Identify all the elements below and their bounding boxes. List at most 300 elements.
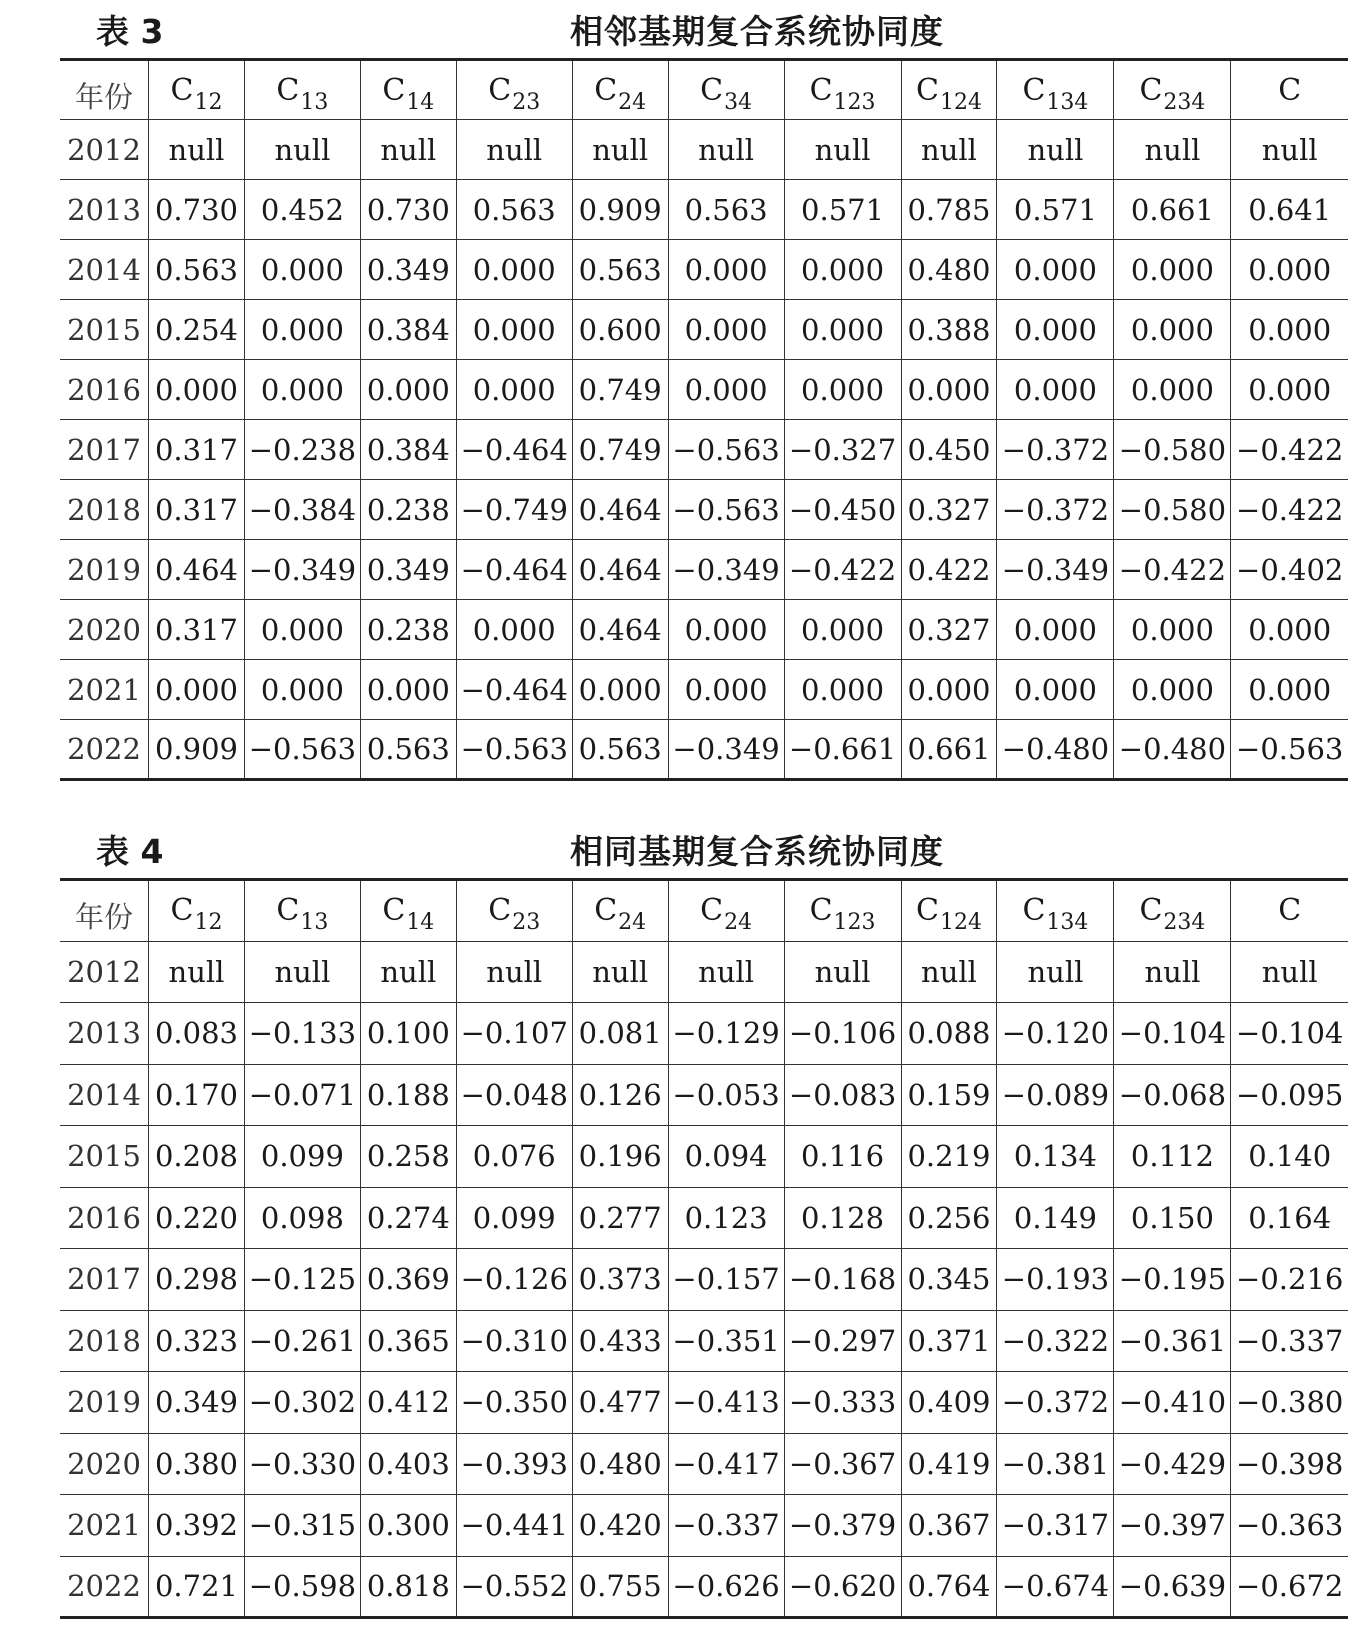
value-cell: 0.116 xyxy=(784,1126,901,1188)
value-cell: 0.661 xyxy=(901,720,997,780)
value-cell: 0.749 xyxy=(572,360,668,420)
value-cell: 0.128 xyxy=(784,1187,901,1249)
value-cell: 0.150 xyxy=(1114,1187,1231,1249)
value-cell: 0.409 xyxy=(901,1372,997,1434)
value-cell: −0.398 xyxy=(1231,1433,1348,1495)
value-cell: −0.749 xyxy=(456,480,572,540)
value-cell: 0.238 xyxy=(360,600,456,660)
column-header xyxy=(149,60,245,120)
year-cell: 2022 xyxy=(60,1556,149,1618)
value-cell: −0.563 xyxy=(1231,720,1348,780)
column-header-main: C xyxy=(916,893,939,929)
column-header-subscript: 23 xyxy=(512,910,541,936)
column-header-subscript: 14 xyxy=(406,89,435,115)
value-cell: −0.626 xyxy=(668,1556,784,1618)
value-cell: 0.433 xyxy=(572,1310,668,1372)
value-cell: −0.349 xyxy=(668,720,784,780)
value-cell: 0.384 xyxy=(360,300,456,360)
value-cell: 0.563 xyxy=(668,180,784,240)
value-cell: 0.000 xyxy=(1231,660,1348,720)
value-cell: −0.402 xyxy=(1231,540,1348,600)
value-cell: −0.133 xyxy=(244,1003,360,1065)
value-cell: −0.168 xyxy=(784,1249,901,1311)
value-cell: −0.089 xyxy=(997,1064,1114,1126)
value-cell: −0.672 xyxy=(1231,1556,1348,1618)
table-row xyxy=(60,660,1348,720)
value-cell: null xyxy=(360,120,456,180)
value-cell: −0.661 xyxy=(784,720,901,780)
value-cell: 0.134 xyxy=(997,1126,1114,1188)
column-header-subscript: 234 xyxy=(1163,910,1206,936)
value-cell: −0.480 xyxy=(1114,720,1231,780)
value-cell: 0.258 xyxy=(360,1126,456,1188)
value-cell: 0.755 xyxy=(572,1556,668,1618)
year-cell: 2015 xyxy=(60,300,149,360)
value-cell: 0.909 xyxy=(149,720,245,780)
column-header-main: C xyxy=(488,893,512,929)
column-header-subscript: 234 xyxy=(1163,89,1206,115)
value-cell: 0.317 xyxy=(149,420,245,480)
value-cell: 0.721 xyxy=(149,1556,245,1618)
value-cell: null xyxy=(1114,941,1231,1003)
value-cell: −0.322 xyxy=(997,1310,1114,1372)
year-cell: 2017 xyxy=(60,1249,149,1311)
column-header-main: C xyxy=(1278,893,1302,929)
value-cell: 0.000 xyxy=(360,660,456,720)
column-header-main: C xyxy=(809,72,833,108)
value-cell: null xyxy=(668,941,784,1003)
value-cell: 0.000 xyxy=(668,240,784,300)
value-cell: 0.000 xyxy=(1114,240,1231,300)
column-header-main: C xyxy=(1139,893,1163,929)
value-cell: 0.323 xyxy=(149,1310,245,1372)
table-row xyxy=(60,1249,1348,1311)
value-cell: −0.361 xyxy=(1114,1310,1231,1372)
value-cell: 0.000 xyxy=(456,360,572,420)
value-cell: null xyxy=(244,941,360,1003)
value-cell: −0.417 xyxy=(668,1433,784,1495)
table-4-label: 表 4 xyxy=(96,832,164,871)
column-header-main: C xyxy=(1278,72,1302,108)
value-cell: −0.413 xyxy=(668,1372,784,1434)
year-cell: 2019 xyxy=(60,540,149,600)
value-cell: −0.393 xyxy=(456,1433,572,1495)
value-cell: 0.220 xyxy=(149,1187,245,1249)
value-cell: −0.464 xyxy=(456,660,572,720)
table-row xyxy=(60,480,1348,540)
column-header-main: C xyxy=(1139,72,1163,108)
value-cell: −0.327 xyxy=(784,420,901,480)
value-cell: −0.317 xyxy=(997,1495,1114,1557)
value-cell: −0.480 xyxy=(997,720,1114,780)
value-cell: −0.450 xyxy=(784,480,901,540)
column-header-main: C xyxy=(1022,893,1046,929)
table-3-block xyxy=(60,0,1348,781)
value-cell: 0.785 xyxy=(901,180,997,240)
value-cell: −0.410 xyxy=(1114,1372,1231,1434)
value-cell: null xyxy=(784,120,901,180)
value-cell: −0.422 xyxy=(1114,540,1231,600)
value-cell: 0.000 xyxy=(149,360,245,420)
value-cell: 0.140 xyxy=(1231,1126,1348,1188)
value-cell: 0.188 xyxy=(360,1064,456,1126)
value-cell: −0.422 xyxy=(1231,480,1348,540)
table-row xyxy=(60,1126,1348,1188)
value-cell: −0.441 xyxy=(456,1495,572,1557)
value-cell: 0.123 xyxy=(668,1187,784,1249)
column-header-main: C xyxy=(700,893,724,929)
table-3-caption xyxy=(60,0,1348,58)
table-3-title: 相邻基期复合系统协同度 xyxy=(570,12,944,51)
value-cell: 0.000 xyxy=(244,300,360,360)
value-cell: −0.397 xyxy=(1114,1495,1231,1557)
value-cell: −0.053 xyxy=(668,1064,784,1126)
value-cell: −0.349 xyxy=(244,540,360,600)
value-cell: −0.125 xyxy=(244,1249,360,1311)
value-cell: 0.600 xyxy=(572,300,668,360)
column-header-subscript: 123 xyxy=(833,89,876,115)
table-3 xyxy=(60,58,1348,781)
value-cell: 0.327 xyxy=(901,600,997,660)
value-cell: 0.480 xyxy=(901,240,997,300)
table-row xyxy=(60,1187,1348,1249)
value-cell: 0.000 xyxy=(901,660,997,720)
value-cell: 0.327 xyxy=(901,480,997,540)
value-cell: 0.000 xyxy=(997,360,1114,420)
year-cell: 2020 xyxy=(60,1433,149,1495)
value-cell: 0.384 xyxy=(360,420,456,480)
value-cell: null xyxy=(572,120,668,180)
value-cell: 0.317 xyxy=(149,480,245,540)
column-header-subscript: 12 xyxy=(194,89,223,115)
value-cell: −0.261 xyxy=(244,1310,360,1372)
value-cell: −0.563 xyxy=(668,420,784,480)
value-cell: 0.000 xyxy=(244,240,360,300)
value-cell: −0.104 xyxy=(1114,1003,1231,1065)
value-cell: 0.000 xyxy=(1114,360,1231,420)
value-cell: 0.000 xyxy=(997,660,1114,720)
value-cell: −0.580 xyxy=(1114,480,1231,540)
value-cell: 0.081 xyxy=(572,1003,668,1065)
column-header xyxy=(997,60,1114,120)
value-cell: −0.107 xyxy=(456,1003,572,1065)
column-header-subscript: 23 xyxy=(512,89,541,115)
value-cell: null xyxy=(244,120,360,180)
value-cell: 0.274 xyxy=(360,1187,456,1249)
year-cell: 2018 xyxy=(60,1310,149,1372)
value-cell: 0.000 xyxy=(668,660,784,720)
value-cell: −0.068 xyxy=(1114,1064,1231,1126)
value-cell: 0.369 xyxy=(360,1249,456,1311)
value-cell: −0.372 xyxy=(997,1372,1114,1434)
table-row xyxy=(60,600,1348,660)
column-header xyxy=(668,880,784,942)
table-row xyxy=(60,180,1348,240)
year-cell: 2016 xyxy=(60,1187,149,1249)
value-cell: 0.349 xyxy=(149,1372,245,1434)
header-row xyxy=(60,880,1348,942)
year-cell: 2013 xyxy=(60,1003,149,1065)
value-cell: 0.000 xyxy=(784,240,901,300)
value-cell: 0.196 xyxy=(572,1126,668,1188)
value-cell: −0.379 xyxy=(784,1495,901,1557)
value-cell: null xyxy=(149,941,245,1003)
column-header xyxy=(572,60,668,120)
year-cell: 2014 xyxy=(60,240,149,300)
value-cell: −0.422 xyxy=(784,540,901,600)
column-header xyxy=(244,880,360,942)
column-header xyxy=(149,880,245,942)
value-cell: 0.298 xyxy=(149,1249,245,1311)
value-cell: 0.563 xyxy=(456,180,572,240)
value-cell: 0.365 xyxy=(360,1310,456,1372)
value-cell: −0.104 xyxy=(1231,1003,1348,1065)
column-header-main: C xyxy=(276,893,300,929)
column-header xyxy=(901,880,997,942)
value-cell: −0.372 xyxy=(997,420,1114,480)
value-cell: 0.317 xyxy=(149,600,245,660)
table-4-caption xyxy=(60,820,1348,878)
value-cell: 0.000 xyxy=(668,300,784,360)
year-cell: 2017 xyxy=(60,420,149,480)
table-row xyxy=(60,540,1348,600)
value-cell: 0.349 xyxy=(360,540,456,600)
value-cell: −0.563 xyxy=(668,480,784,540)
value-cell: −0.349 xyxy=(668,540,784,600)
value-cell: 0.112 xyxy=(1114,1126,1231,1188)
value-cell: 0.563 xyxy=(149,240,245,300)
column-header-main: C xyxy=(382,893,406,929)
value-cell: 0.345 xyxy=(901,1249,997,1311)
value-cell: 0.254 xyxy=(149,300,245,360)
value-cell: 0.452 xyxy=(244,180,360,240)
table-row xyxy=(60,720,1348,780)
table-row xyxy=(60,1064,1348,1126)
value-cell: null xyxy=(901,941,997,1003)
value-cell: 0.403 xyxy=(360,1433,456,1495)
year-cell: 2021 xyxy=(60,660,149,720)
value-cell: 0.088 xyxy=(901,1003,997,1065)
column-header xyxy=(572,880,668,942)
value-cell: −0.363 xyxy=(1231,1495,1348,1557)
value-cell: 0.094 xyxy=(668,1126,784,1188)
value-cell: 0.000 xyxy=(572,660,668,720)
value-cell: −0.302 xyxy=(244,1372,360,1434)
value-cell: 0.277 xyxy=(572,1187,668,1249)
value-cell: −0.620 xyxy=(784,1556,901,1618)
value-cell: 0.000 xyxy=(784,600,901,660)
column-header-main: C xyxy=(809,893,833,929)
value-cell: 0.480 xyxy=(572,1433,668,1495)
value-cell: 0.000 xyxy=(668,360,784,420)
value-cell: −0.083 xyxy=(784,1064,901,1126)
table-row xyxy=(60,360,1348,420)
column-header xyxy=(456,880,572,942)
value-cell: null xyxy=(456,120,572,180)
column-header xyxy=(360,880,456,942)
value-cell: 0.420 xyxy=(572,1495,668,1557)
value-cell: 0.422 xyxy=(901,540,997,600)
column-header xyxy=(1114,60,1231,120)
column-header-subscript: 24 xyxy=(618,910,647,936)
year-cell: 2015 xyxy=(60,1126,149,1188)
table-4-block xyxy=(60,820,1348,1619)
year-cell: 2019 xyxy=(60,1372,149,1434)
column-header-main: C xyxy=(382,72,406,108)
value-cell: 0.000 xyxy=(149,660,245,720)
table-row xyxy=(60,120,1348,180)
column-header xyxy=(244,60,360,120)
value-cell: −0.367 xyxy=(784,1433,901,1495)
value-cell: 0.000 xyxy=(1114,600,1231,660)
value-cell: −0.598 xyxy=(244,1556,360,1618)
column-header xyxy=(784,880,901,942)
value-cell: 0.000 xyxy=(1114,300,1231,360)
table-row xyxy=(60,1003,1348,1065)
value-cell: −0.464 xyxy=(456,540,572,600)
column-header xyxy=(997,880,1114,942)
value-cell: −0.422 xyxy=(1231,420,1348,480)
table-row xyxy=(60,1372,1348,1434)
value-cell: 0.909 xyxy=(572,180,668,240)
value-cell: 0.000 xyxy=(456,300,572,360)
column-header-subscript: 134 xyxy=(1046,89,1089,115)
table-row xyxy=(60,420,1348,480)
value-cell: 0.076 xyxy=(456,1126,572,1188)
value-cell: null xyxy=(1231,941,1348,1003)
column-header-main: C xyxy=(594,72,618,108)
table-row xyxy=(60,240,1348,300)
value-cell: −0.337 xyxy=(668,1495,784,1557)
value-cell: 0.450 xyxy=(901,420,997,480)
value-cell: null xyxy=(997,120,1114,180)
value-cell: null xyxy=(1231,120,1348,180)
value-cell: 0.000 xyxy=(1231,240,1348,300)
value-cell: 0.208 xyxy=(149,1126,245,1188)
value-cell: 0.661 xyxy=(1114,180,1231,240)
value-cell: 0.392 xyxy=(149,1495,245,1557)
value-cell: −0.350 xyxy=(456,1372,572,1434)
value-cell: 0.238 xyxy=(360,480,456,540)
year-cell: 2016 xyxy=(60,360,149,420)
value-cell: 0.477 xyxy=(572,1372,668,1434)
year-header: 年份 xyxy=(60,880,149,942)
table-row xyxy=(60,1556,1348,1618)
year-cell: 2012 xyxy=(60,120,149,180)
year-cell: 2020 xyxy=(60,600,149,660)
value-cell: −0.349 xyxy=(997,540,1114,600)
column-header-subscript: 123 xyxy=(833,910,876,936)
column-header-subscript: 13 xyxy=(300,89,329,115)
value-cell: 0.373 xyxy=(572,1249,668,1311)
value-cell: 0.000 xyxy=(997,240,1114,300)
value-cell: 0.000 xyxy=(1231,600,1348,660)
value-cell: 0.349 xyxy=(360,240,456,300)
table-row xyxy=(60,1433,1348,1495)
value-cell: 0.149 xyxy=(997,1187,1114,1249)
column-header-main: C xyxy=(1022,72,1046,108)
value-cell: null xyxy=(997,941,1114,1003)
value-cell: 0.256 xyxy=(901,1187,997,1249)
value-cell: 0.464 xyxy=(572,540,668,600)
value-cell: 0.571 xyxy=(784,180,901,240)
table-4-title: 相同基期复合系统协同度 xyxy=(570,832,944,871)
value-cell: 0.000 xyxy=(784,360,901,420)
value-cell: −0.563 xyxy=(456,720,572,780)
value-cell: null xyxy=(456,941,572,1003)
value-cell: 0.219 xyxy=(901,1126,997,1188)
table-4 xyxy=(60,878,1348,1619)
value-cell: 0.000 xyxy=(784,300,901,360)
column-header-subscript: 34 xyxy=(724,89,753,115)
column-header-subscript: 24 xyxy=(724,910,753,936)
year-header: 年份 xyxy=(60,60,149,120)
value-cell: −0.315 xyxy=(244,1495,360,1557)
value-cell: 0.000 xyxy=(901,360,997,420)
value-cell: −0.297 xyxy=(784,1310,901,1372)
value-cell: null xyxy=(1114,120,1231,180)
value-cell: 0.000 xyxy=(997,300,1114,360)
value-cell: 0.563 xyxy=(572,240,668,300)
column-header xyxy=(1231,60,1348,120)
header-row xyxy=(60,60,1348,120)
value-cell: −0.380 xyxy=(1231,1372,1348,1434)
value-cell: −0.238 xyxy=(244,420,360,480)
column-header xyxy=(1114,880,1231,942)
value-cell: −0.157 xyxy=(668,1249,784,1311)
column-header-subscript: 124 xyxy=(939,89,982,115)
value-cell: 0.749 xyxy=(572,420,668,480)
value-cell: −0.351 xyxy=(668,1310,784,1372)
value-cell: 0.000 xyxy=(244,660,360,720)
value-cell: 0.159 xyxy=(901,1064,997,1126)
table-row xyxy=(60,300,1348,360)
column-header-main: C xyxy=(594,893,618,929)
value-cell: 0.164 xyxy=(1231,1187,1348,1249)
column-header-subscript: 14 xyxy=(406,910,435,936)
value-cell: 0.464 xyxy=(149,540,245,600)
column-header-subscript: 124 xyxy=(939,910,982,936)
value-cell: −0.120 xyxy=(997,1003,1114,1065)
value-cell: −0.333 xyxy=(784,1372,901,1434)
value-cell: −0.216 xyxy=(1231,1249,1348,1311)
value-cell: 0.300 xyxy=(360,1495,456,1557)
year-cell: 2021 xyxy=(60,1495,149,1557)
value-cell: 0.730 xyxy=(149,180,245,240)
year-cell: 2022 xyxy=(60,720,149,780)
column-header-main: C xyxy=(916,72,939,108)
value-cell: 0.563 xyxy=(572,720,668,780)
value-cell: 0.099 xyxy=(456,1187,572,1249)
value-cell: −0.195 xyxy=(1114,1249,1231,1311)
value-cell: −0.337 xyxy=(1231,1310,1348,1372)
column-header xyxy=(1231,880,1348,942)
value-cell: 0.000 xyxy=(997,600,1114,660)
value-cell: −0.464 xyxy=(456,420,572,480)
value-cell: 0.000 xyxy=(668,600,784,660)
value-cell: 0.367 xyxy=(901,1495,997,1557)
column-header-main: C xyxy=(488,72,512,108)
column-header xyxy=(901,60,997,120)
value-cell: 0.000 xyxy=(1231,360,1348,420)
value-cell: −0.095 xyxy=(1231,1064,1348,1126)
year-cell: 2012 xyxy=(60,941,149,1003)
value-cell: −0.639 xyxy=(1114,1556,1231,1618)
value-cell: null xyxy=(901,120,997,180)
value-cell: 0.388 xyxy=(901,300,997,360)
value-cell: null xyxy=(360,941,456,1003)
value-cell: 0.098 xyxy=(244,1187,360,1249)
